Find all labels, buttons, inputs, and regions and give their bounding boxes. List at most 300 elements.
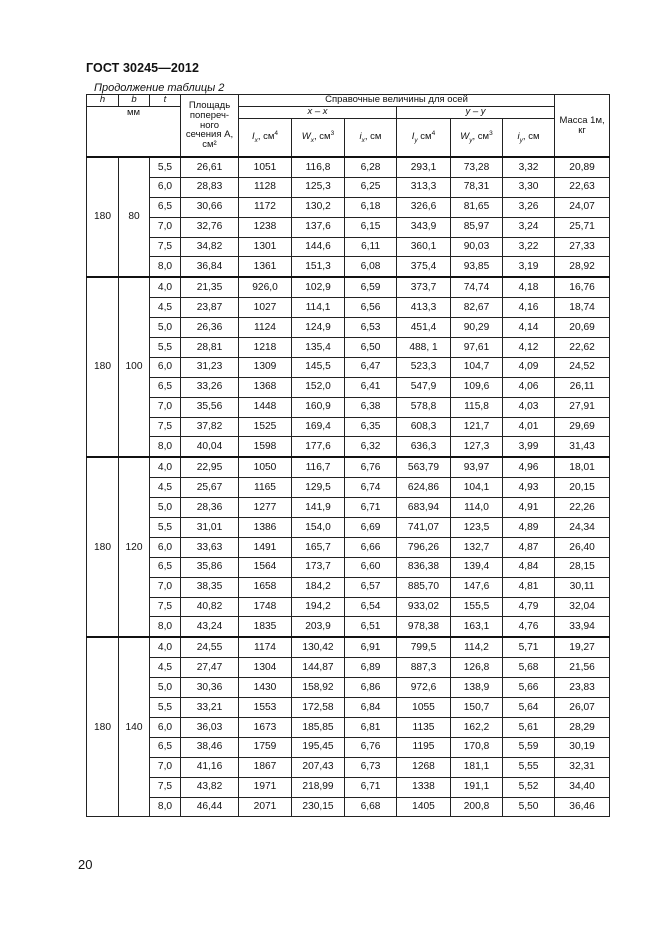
cell-ix-radius: 6,69 [345,518,397,538]
table-row [87,257,610,277]
cell-ix-radius: 6,41 [345,377,397,397]
cell-wx-modulus: 160,9 [292,397,345,417]
cell-mass: 24,52 [555,357,610,377]
cell-iy-radius: 5,55 [503,757,555,777]
cell-area: 27,47 [181,658,239,678]
cell-iy-moment: 326,6 [397,197,451,217]
cell-wy-modulus: 162,2 [451,717,503,737]
cell-iy-radius: 4,03 [503,397,555,417]
table-row [87,717,610,737]
cell-iy-radius: 3,99 [503,437,555,457]
cell-ix-moment: 1218 [239,338,292,358]
cell-ix-radius: 6,15 [345,217,397,237]
cell-t: 7,0 [150,757,181,777]
cell-iy-radius: 3,26 [503,197,555,217]
table-row [87,377,610,397]
cell-wy-modulus: 170,8 [451,737,503,757]
cell-ix-radius: 6,35 [345,417,397,437]
cell-wx-modulus: 230,15 [292,797,345,817]
cell-wy-modulus: 132,7 [451,537,503,557]
cell-t: 4,0 [150,457,181,477]
cell-wx-modulus: 125,3 [292,177,345,197]
cell-t: 4,5 [150,478,181,498]
cell-wx-modulus: 102,9 [292,277,345,297]
cell-iy-radius: 3,32 [503,157,555,177]
cell-wx-modulus: 154,0 [292,518,345,538]
cell-iy-moment: 563,79 [397,457,451,477]
cell-ix-radius: 6,56 [345,298,397,318]
cell-t: 6,5 [150,377,181,397]
cell-ix-moment: 1238 [239,217,292,237]
cell-iy-moment: 624,86 [397,478,451,498]
cell-b: 80 [119,157,150,277]
table-row [87,737,610,757]
table-row [87,557,610,577]
cell-ix-moment: 1165 [239,478,292,498]
table-row [87,197,610,217]
cell-area: 32,76 [181,217,239,237]
cell-iy-moment: 1268 [397,757,451,777]
cell-area: 31,23 [181,357,239,377]
cell-wx-modulus: 144,87 [292,658,345,678]
cell-area: 43,24 [181,617,239,637]
page-number: 20 [78,857,93,872]
header-iy-moment: $I_y$ $см^4$ [397,119,451,158]
cell-iy-radius: 4,06 [503,377,555,397]
cell-mass: 28,92 [555,257,610,277]
cell-ix-radius: 6,25 [345,177,397,197]
cell-ix-radius: 6,11 [345,237,397,257]
cell-b: 140 [119,637,150,817]
cell-iy-radius: 4,91 [503,498,555,518]
cell-iy-radius: 4,01 [503,417,555,437]
cell-iy-radius: 4,84 [503,557,555,577]
cell-iy-radius: 4,89 [503,518,555,538]
cell-ix-moment: 1174 [239,637,292,657]
cell-ix-moment: 1748 [239,597,292,617]
cell-wx-modulus: 129,5 [292,478,345,498]
cell-ix-radius: 6,47 [345,357,397,377]
cell-t: 5,5 [150,157,181,177]
cell-ix-moment: 1867 [239,757,292,777]
cell-iy-moment: 885,70 [397,577,451,597]
cell-t: 6,0 [150,717,181,737]
header-area: Площадь попереч-ного сечения A, см² [181,95,239,158]
cell-t: 7,5 [150,417,181,437]
cell-iy-moment: 683,94 [397,498,451,518]
cell-iy-moment: 1055 [397,698,451,718]
cell-mass: 25,71 [555,217,610,237]
cell-t: 7,0 [150,577,181,597]
cell-ix-moment: 1304 [239,658,292,678]
cell-iy-radius: 3,30 [503,177,555,197]
cell-wx-modulus: 194,2 [292,597,345,617]
cell-ix-moment: 1971 [239,777,292,797]
cell-area: 30,66 [181,197,239,217]
cell-iy-moment: 375,4 [397,257,451,277]
cell-wy-modulus: 121,7 [451,417,503,437]
cell-wx-modulus: 130,42 [292,637,345,657]
cell-ix-moment: 1027 [239,298,292,318]
cell-wx-modulus: 169,4 [292,417,345,437]
cell-mass: 18,01 [555,457,610,477]
cell-t: 4,5 [150,658,181,678]
cell-mass: 24,34 [555,518,610,538]
table-row [87,318,610,338]
cell-t: 4,5 [150,298,181,318]
cell-t: 5,0 [150,678,181,698]
table-row [87,397,610,417]
cell-ix-radius: 6,81 [345,717,397,737]
cell-t: 7,0 [150,397,181,417]
table-row [87,597,610,617]
table-row [87,797,610,817]
table-row [87,217,610,237]
header-reference-values: Справочные величины для осей [239,95,555,107]
cell-iy-radius: 4,87 [503,537,555,557]
table-row [87,157,610,177]
table-row [87,338,610,358]
cell-wx-modulus: 207,43 [292,757,345,777]
table-row [87,277,610,297]
cell-mass: 33,94 [555,617,610,637]
cell-ix-radius: 6,59 [345,277,397,297]
cell-ix-radius: 6,74 [345,478,397,498]
cell-wx-modulus: 137,6 [292,217,345,237]
cell-ix-radius: 6,51 [345,617,397,637]
header-ix-radius: $i_x$, см [345,119,397,158]
cell-ix-radius: 6,71 [345,498,397,518]
cell-t: 5,5 [150,518,181,538]
cell-mass: 34,40 [555,777,610,797]
cell-wy-modulus: 104,7 [451,357,503,377]
cell-ix-moment: 1658 [239,577,292,597]
cell-area: 31,01 [181,518,239,538]
cell-iy-radius: 3,22 [503,237,555,257]
cell-wy-modulus: 155,5 [451,597,503,617]
cell-wy-modulus: 104,1 [451,478,503,498]
table-row [87,457,610,477]
table-row [87,498,610,518]
cell-ix-moment: 1759 [239,737,292,757]
cell-area: 40,82 [181,597,239,617]
cell-wx-modulus: 172,58 [292,698,345,718]
cell-iy-radius: 4,96 [503,457,555,477]
cell-iy-radius: 5,50 [503,797,555,817]
table-row [87,637,610,657]
cell-wx-modulus: 116,7 [292,457,345,477]
header-wx-modulus: $W_x$, $см^3$ [292,119,345,158]
table-row [87,237,610,257]
cell-wx-modulus: 203,9 [292,617,345,637]
cell-ix-radius: 6,76 [345,457,397,477]
cell-ix-moment: 1491 [239,537,292,557]
cell-ix-moment: 1673 [239,717,292,737]
cell-iy-moment: 978,38 [397,617,451,637]
cell-iy-moment: 933,02 [397,597,451,617]
cell-mass: 24,07 [555,197,610,217]
cell-mass: 21,56 [555,658,610,678]
cell-iy-radius: 5,61 [503,717,555,737]
cell-wx-modulus: 158,92 [292,678,345,698]
cell-mass: 28,29 [555,717,610,737]
cell-area: 38,35 [181,577,239,597]
cell-iy-moment: 293,1 [397,157,451,177]
cell-area: 43,82 [181,777,239,797]
cell-mass: 31,43 [555,437,610,457]
cell-iy-moment: 972,6 [397,678,451,698]
cell-ix-radius: 6,66 [345,537,397,557]
table-row [87,777,610,797]
cell-area: 33,26 [181,377,239,397]
cell-wx-modulus: 165,7 [292,537,345,557]
cell-ix-radius: 6,32 [345,437,397,457]
cell-wy-modulus: 126,8 [451,658,503,678]
cell-iy-radius: 5,64 [503,698,555,718]
cell-iy-radius: 4,81 [503,577,555,597]
cell-wy-modulus: 90,29 [451,318,503,338]
cell-ix-moment: 1386 [239,518,292,538]
cell-t: 6,5 [150,197,181,217]
cell-area: 22,95 [181,457,239,477]
cell-area: 41,16 [181,757,239,777]
table-row [87,577,610,597]
cell-wy-modulus: 115,8 [451,397,503,417]
table-row [87,518,610,538]
cell-mass: 18,74 [555,298,610,318]
cell-wx-modulus: 173,7 [292,557,345,577]
cell-t: 5,5 [150,338,181,358]
table-body [87,157,610,817]
cell-wx-modulus: 185,85 [292,717,345,737]
table-row [87,437,610,457]
cell-area: 35,86 [181,557,239,577]
cell-iy-radius: 5,59 [503,737,555,757]
cell-t: 5,5 [150,698,181,718]
cell-mass: 29,69 [555,417,610,437]
cell-wy-modulus: 109,6 [451,377,503,397]
cell-t: 7,5 [150,777,181,797]
cell-t: 6,0 [150,357,181,377]
table-row [87,658,610,678]
cell-area: 26,61 [181,157,239,177]
cell-area: 25,67 [181,478,239,498]
cell-ix-radius: 6,54 [345,597,397,617]
cell-area: 37,82 [181,417,239,437]
cell-b: 120 [119,457,150,637]
header-ix-moment: $I_x$, $см^4$ [239,119,292,158]
table-header [87,95,610,158]
cell-wy-modulus: 81,65 [451,197,503,217]
cell-mass: 22,63 [555,177,610,197]
cell-mass: 20,89 [555,157,610,177]
cell-wy-modulus: 163,1 [451,617,503,637]
cell-mass: 27,33 [555,237,610,257]
cell-iy-moment: 796,26 [397,537,451,557]
cell-mass: 19,27 [555,637,610,657]
cell-wy-modulus: 90,03 [451,237,503,257]
cell-iy-radius: 4,12 [503,338,555,358]
cell-area: 40,04 [181,437,239,457]
cell-wx-modulus: 152,0 [292,377,345,397]
cell-mass: 32,31 [555,757,610,777]
header-b: b [119,95,150,107]
cell-area: 35,56 [181,397,239,417]
cell-t: 8,0 [150,797,181,817]
cell-iy-radius: 4,79 [503,597,555,617]
cell-t: 7,0 [150,217,181,237]
cell-ix-moment: 1361 [239,257,292,277]
table-row [87,478,610,498]
cell-iy-radius: 4,09 [503,357,555,377]
cell-wx-modulus: 135,4 [292,338,345,358]
cell-wy-modulus: 139,4 [451,557,503,577]
cell-ix-moment: 1835 [239,617,292,637]
cell-iy-moment: 1195 [397,737,451,757]
cell-area: 34,82 [181,237,239,257]
cell-wy-modulus: 138,9 [451,678,503,698]
document-header: ГОСТ 30245—2012 [86,61,200,75]
cell-t: 7,5 [150,237,181,257]
cell-iy-radius: 5,52 [503,777,555,797]
cell-iy-moment: 608,3 [397,417,451,437]
cell-mass: 26,11 [555,377,610,397]
cell-mass: 36,46 [555,797,610,817]
cell-t: 4,0 [150,277,181,297]
cell-ix-radius: 6,38 [345,397,397,417]
table-row [87,757,610,777]
cell-wy-modulus: 181,1 [451,757,503,777]
cell-t: 7,5 [150,597,181,617]
cell-mass: 30,19 [555,737,610,757]
cell-iy-radius: 4,93 [503,478,555,498]
cell-ix-moment: 1128 [239,177,292,197]
cell-area: 28,36 [181,498,239,518]
cell-ix-moment: 1598 [239,437,292,457]
cell-mass: 26,40 [555,537,610,557]
cell-h: 180 [87,637,119,817]
cell-wy-modulus: 74,74 [451,277,503,297]
cell-ix-moment: 1051 [239,157,292,177]
cell-ix-radius: 6,76 [345,737,397,757]
cell-t: 8,0 [150,257,181,277]
cell-area: 36,03 [181,717,239,737]
table-row [87,617,610,637]
cell-area: 23,87 [181,298,239,318]
cell-area: 38,46 [181,737,239,757]
cell-ix-radius: 6,18 [345,197,397,217]
cell-iy-moment: 313,3 [397,177,451,197]
cell-mass: 22,62 [555,338,610,358]
table-row [87,537,610,557]
cell-wy-modulus: 200,8 [451,797,503,817]
cell-iy-moment: 451,4 [397,318,451,338]
cell-wy-modulus: 191,1 [451,777,503,797]
table-row [87,298,610,318]
cell-ix-moment: 1050 [239,457,292,477]
cell-iy-radius: 3,24 [503,217,555,237]
cell-t: 6,5 [150,737,181,757]
cell-ix-radius: 6,60 [345,557,397,577]
cell-area: 30,36 [181,678,239,698]
cell-ix-moment: 1430 [239,678,292,698]
cell-ix-moment: 1448 [239,397,292,417]
cell-iy-moment: 799,5 [397,637,451,657]
cell-mass: 27,91 [555,397,610,417]
cell-area: 26,36 [181,318,239,338]
cell-ix-radius: 6,89 [345,658,397,678]
cell-ix-radius: 6,73 [345,757,397,777]
cell-ix-radius: 6,53 [345,318,397,338]
cell-wx-modulus: 141,9 [292,498,345,518]
cell-ix-radius: 6,84 [345,698,397,718]
cell-wx-modulus: 114,1 [292,298,345,318]
cell-area: 24,55 [181,637,239,657]
cell-mass: 28,15 [555,557,610,577]
cell-h: 180 [87,157,119,277]
cell-iy-radius: 5,68 [503,658,555,678]
cell-t: 4,0 [150,637,181,657]
cell-iy-moment: 1405 [397,797,451,817]
cell-iy-moment: 1338 [397,777,451,797]
cell-ix-radius: 6,08 [345,257,397,277]
cell-t: 5,0 [150,498,181,518]
cell-ix-radius: 6,68 [345,797,397,817]
cell-wy-modulus: 93,85 [451,257,503,277]
cell-mass: 22,26 [555,498,610,518]
table-row [87,357,610,377]
cell-wx-modulus: 145,5 [292,357,345,377]
cell-t: 6,0 [150,537,181,557]
cell-t: 8,0 [150,437,181,457]
cell-iy-moment: 836,38 [397,557,451,577]
cell-iy-moment: 523,3 [397,357,451,377]
table-caption: Продолжение таблицы 2 [94,82,225,94]
header-mm: мм [87,107,181,158]
header-axis-xx: x – x [239,107,397,119]
cell-wx-modulus: 184,2 [292,577,345,597]
cell-iy-radius: 4,14 [503,318,555,338]
cell-ix-radius: 6,28 [345,157,397,177]
cell-area: 28,81 [181,338,239,358]
cell-area: 36,84 [181,257,239,277]
cell-t: 5,0 [150,318,181,338]
cell-ix-radius: 6,57 [345,577,397,597]
cell-wy-modulus: 97,61 [451,338,503,358]
header-wy-modulus: $W_y$, $см^3$ [451,119,503,158]
cell-wy-modulus: 147,6 [451,577,503,597]
cell-wy-modulus: 78,31 [451,177,503,197]
cell-iy-radius: 4,18 [503,277,555,297]
header-iy-radius: $i_y$, см [503,119,555,158]
cell-iy-moment: 413,3 [397,298,451,318]
cell-mass: 20,69 [555,318,610,338]
cell-wy-modulus: 73,28 [451,157,503,177]
cell-wy-modulus: 127,3 [451,437,503,457]
cell-h: 180 [87,277,119,457]
cell-iy-moment: 578,8 [397,397,451,417]
cell-t: 8,0 [150,617,181,637]
cell-wy-modulus: 114,2 [451,637,503,657]
cell-ix-radius: 6,86 [345,678,397,698]
cell-area: 46,44 [181,797,239,817]
cell-t: 6,5 [150,557,181,577]
header-mass: Масса 1м, кг [555,95,610,158]
cell-wy-modulus: 85,97 [451,217,503,237]
cell-wy-modulus: 123,5 [451,518,503,538]
cell-wx-modulus: 130,2 [292,197,345,217]
cell-mass: 16,76 [555,277,610,297]
